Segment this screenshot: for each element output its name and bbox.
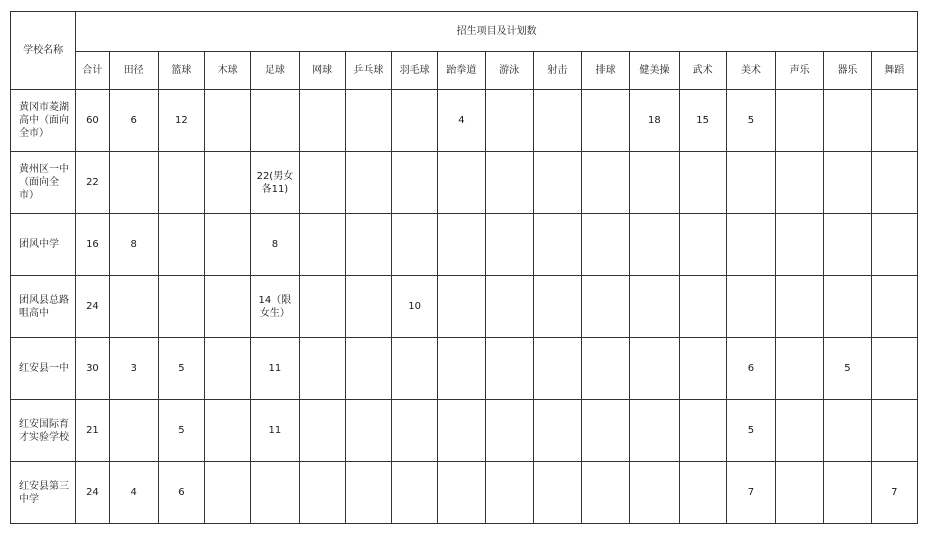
column-header: 排球 [582, 52, 630, 90]
quota-cell: 16 [76, 214, 109, 276]
quota-cell [679, 338, 726, 400]
quota-cell [438, 276, 485, 338]
quota-cell [630, 152, 679, 214]
column-header: 合计 [76, 52, 109, 90]
quota-cell [824, 276, 871, 338]
quota-cell [299, 152, 345, 214]
quota-cell: 6 [158, 462, 204, 524]
quota-cell [871, 90, 917, 152]
quota-cell: 6 [726, 338, 775, 400]
quota-cell: 22(男女各11) [251, 152, 299, 214]
quota-cell: 7 [871, 462, 917, 524]
quota-cell [776, 400, 824, 462]
quota-cell [299, 90, 345, 152]
quota-cell [485, 400, 533, 462]
quota-cell [205, 462, 251, 524]
quota-cell [345, 400, 391, 462]
quota-cell [158, 276, 204, 338]
quota-cell [871, 276, 917, 338]
quota-cell [438, 462, 485, 524]
table-title: 招生项目及计划数 [76, 12, 918, 52]
quota-cell [392, 462, 438, 524]
quota-cell [438, 338, 485, 400]
quota-cell [533, 338, 581, 400]
quota-cell: 24 [76, 276, 109, 338]
quota-cell [205, 214, 251, 276]
quota-cell: 22 [76, 152, 109, 214]
column-header: 武术 [679, 52, 726, 90]
school-name-cell: 红安县第三中学 [11, 462, 76, 524]
quota-cell: 60 [76, 90, 109, 152]
column-header: 健美操 [630, 52, 679, 90]
quota-cell: 5 [158, 338, 204, 400]
quota-cell [485, 338, 533, 400]
column-header: 网球 [299, 52, 345, 90]
quota-cell [824, 214, 871, 276]
school-name-cell: 团风县总路咀高中 [11, 276, 76, 338]
quota-cell [582, 276, 630, 338]
column-header: 篮球 [158, 52, 204, 90]
quota-cell [630, 276, 679, 338]
column-header: 田径 [109, 52, 158, 90]
quota-cell [582, 462, 630, 524]
table-row [11, 90, 918, 152]
quota-cell [582, 338, 630, 400]
quota-cell [533, 400, 581, 462]
table-row [11, 462, 918, 524]
quota-cell [205, 338, 251, 400]
quota-cell: 3 [109, 338, 158, 400]
school-name-cell: 红安国际育才实验学校 [11, 400, 76, 462]
quota-cell [871, 152, 917, 214]
quota-cell [485, 214, 533, 276]
quota-cell: 7 [726, 462, 775, 524]
quota-cell: 11 [251, 400, 299, 462]
quota-cell [824, 90, 871, 152]
quota-cell [299, 276, 345, 338]
quota-cell: 8 [109, 214, 158, 276]
quota-cell: 4 [438, 90, 485, 152]
quota-cell [299, 400, 345, 462]
column-header: 舞蹈 [871, 52, 917, 90]
quota-cell: 8 [251, 214, 299, 276]
quota-cell [533, 276, 581, 338]
quota-cell: 5 [726, 90, 775, 152]
quota-cell [533, 152, 581, 214]
quota-cell [299, 462, 345, 524]
table-row [11, 338, 918, 400]
quota-cell [824, 400, 871, 462]
school-name-cell: 黄冈市菱湖高中（面向全市） [11, 90, 76, 152]
quota-cell [824, 462, 871, 524]
quota-cell: 24 [76, 462, 109, 524]
quota-cell [533, 90, 581, 152]
enrollment-plan-table [10, 11, 918, 524]
quota-cell [776, 90, 824, 152]
quota-cell: 5 [824, 338, 871, 400]
quota-cell [533, 214, 581, 276]
quota-cell: 18 [630, 90, 679, 152]
column-header: 射击 [533, 52, 581, 90]
quota-cell [392, 214, 438, 276]
column-header: 器乐 [824, 52, 871, 90]
quota-cell [776, 152, 824, 214]
quota-cell: 30 [76, 338, 109, 400]
quota-cell [726, 152, 775, 214]
quota-cell [205, 152, 251, 214]
quota-cell [438, 400, 485, 462]
quota-cell [776, 338, 824, 400]
quota-cell: 14（限女生） [251, 276, 299, 338]
column-header-row [11, 52, 918, 90]
quota-cell: 10 [392, 276, 438, 338]
quota-cell [345, 338, 391, 400]
quota-cell [158, 214, 204, 276]
quota-cell [679, 214, 726, 276]
quota-cell [345, 462, 391, 524]
column-header: 游泳 [485, 52, 533, 90]
quota-cell [109, 152, 158, 214]
quota-cell [726, 276, 775, 338]
column-header: 美术 [726, 52, 775, 90]
quota-cell [438, 152, 485, 214]
quota-cell [485, 90, 533, 152]
quota-cell [679, 400, 726, 462]
quota-cell [299, 214, 345, 276]
quota-cell [392, 152, 438, 214]
quota-cell: 15 [679, 90, 726, 152]
quota-cell [776, 214, 824, 276]
column-header: 乒乓球 [345, 52, 391, 90]
quota-cell [392, 400, 438, 462]
quota-cell [871, 214, 917, 276]
column-header: 羽毛球 [392, 52, 438, 90]
quota-cell [485, 152, 533, 214]
quota-cell [824, 152, 871, 214]
quota-cell [205, 276, 251, 338]
quota-cell [205, 90, 251, 152]
quota-cell [630, 338, 679, 400]
school-name-cell: 黄州区一中（面向全市） [11, 152, 76, 214]
quota-cell [205, 400, 251, 462]
quota-cell [871, 338, 917, 400]
quota-cell [345, 276, 391, 338]
quota-cell: 12 [158, 90, 204, 152]
quota-cell [582, 152, 630, 214]
quota-cell: 5 [726, 400, 775, 462]
quota-cell [109, 400, 158, 462]
quota-cell [485, 462, 533, 524]
table-row [11, 400, 918, 462]
quota-cell [485, 276, 533, 338]
school-name-header: 学校名称 [11, 12, 76, 90]
quota-cell [630, 462, 679, 524]
quota-cell: 11 [251, 338, 299, 400]
quota-cell [251, 90, 299, 152]
quota-cell: 21 [76, 400, 109, 462]
quota-cell: 4 [109, 462, 158, 524]
quota-cell [871, 400, 917, 462]
column-header: 木球 [205, 52, 251, 90]
quota-cell [630, 400, 679, 462]
quota-cell [251, 462, 299, 524]
quota-cell [299, 338, 345, 400]
quota-cell [345, 152, 391, 214]
table-row [11, 276, 918, 338]
column-header: 跆拳道 [438, 52, 485, 90]
quota-cell [726, 214, 775, 276]
column-header: 足球 [251, 52, 299, 90]
quota-cell: 6 [109, 90, 158, 152]
quota-cell [392, 90, 438, 152]
table-body [11, 90, 918, 524]
quota-cell [533, 462, 581, 524]
quota-cell [438, 214, 485, 276]
quota-cell [158, 152, 204, 214]
school-name-cell: 团风中学 [11, 214, 76, 276]
quota-cell [345, 90, 391, 152]
school-name-cell: 红安县一中 [11, 338, 76, 400]
quota-cell [109, 276, 158, 338]
quota-cell [582, 214, 630, 276]
table-row [11, 214, 918, 276]
column-header: 声乐 [776, 52, 824, 90]
quota-cell: 5 [158, 400, 204, 462]
quota-cell [679, 152, 726, 214]
quota-cell [582, 400, 630, 462]
quota-cell [392, 338, 438, 400]
quota-cell [776, 276, 824, 338]
table-row [11, 152, 918, 214]
quota-cell [679, 462, 726, 524]
quota-cell [776, 462, 824, 524]
quota-cell [630, 214, 679, 276]
quota-cell [345, 214, 391, 276]
quota-cell [582, 90, 630, 152]
quota-cell [679, 276, 726, 338]
